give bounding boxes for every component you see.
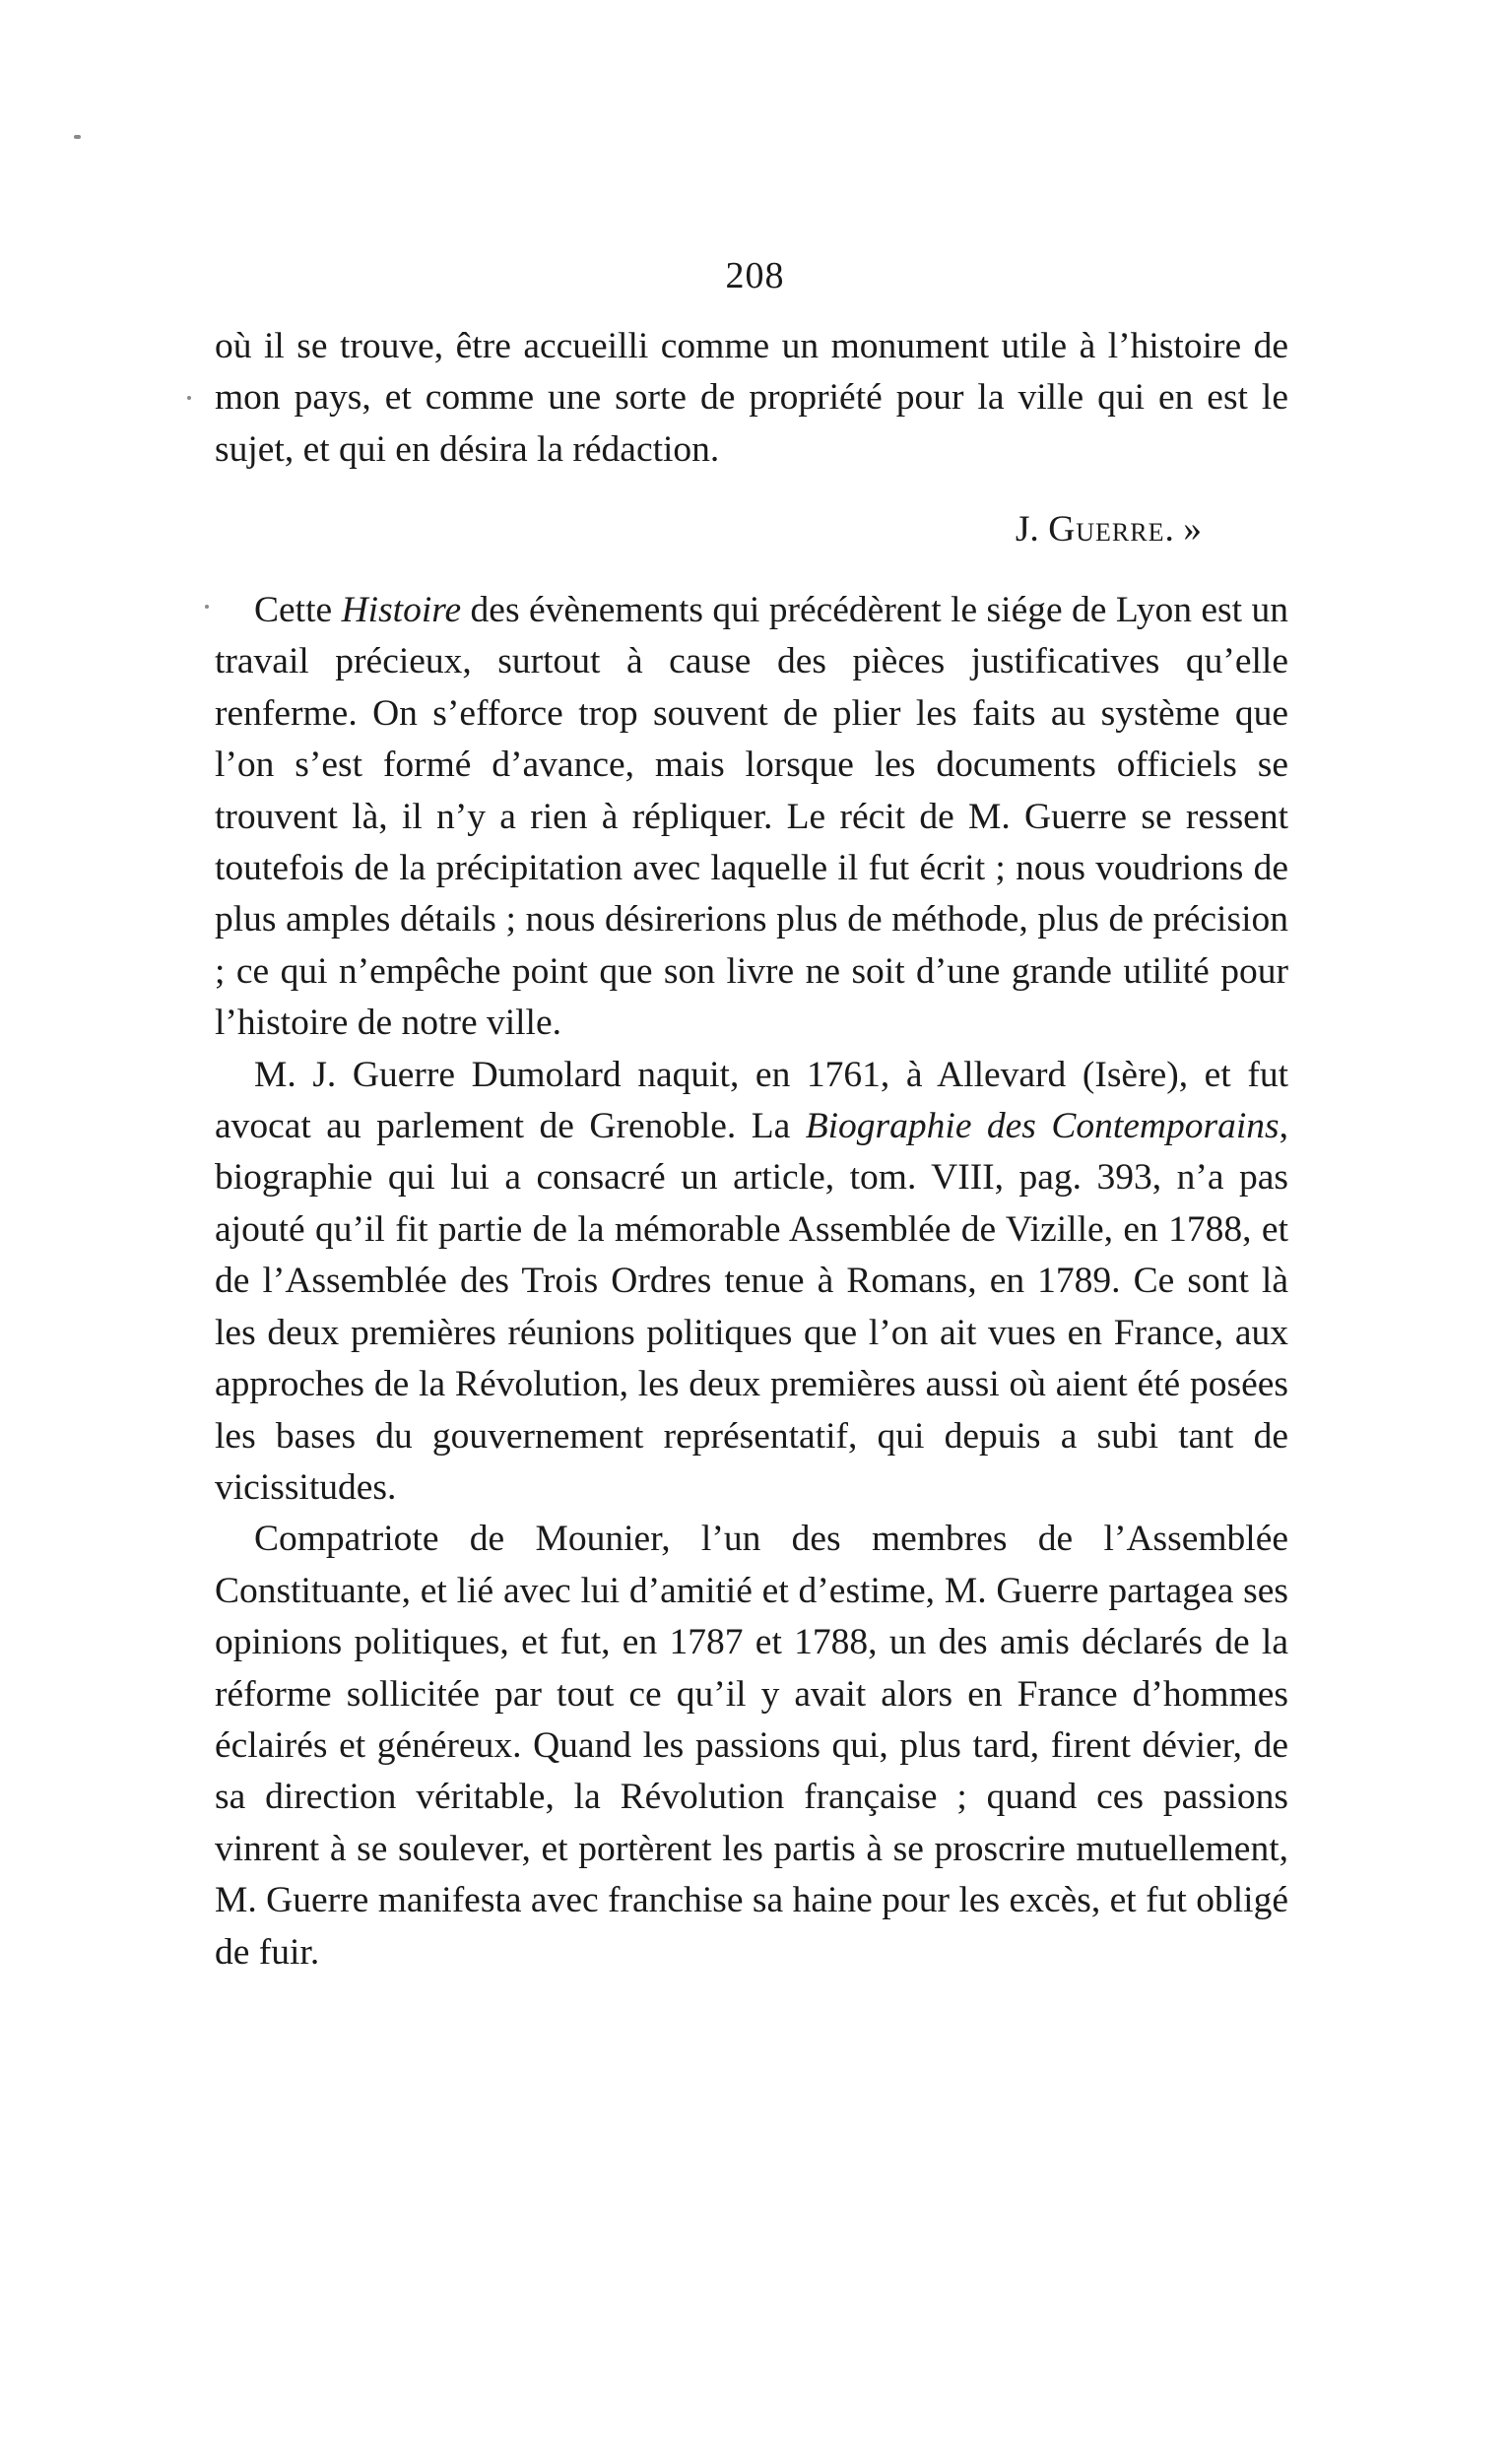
page-number: 208 <box>725 255 785 296</box>
scan-mark <box>74 135 81 139</box>
scan-mark <box>187 396 191 400</box>
top-fragment: où il se trouve, être accueilli comme un monument utile à l’histoire de mon pays, et comme une sorte de propriété pour la ville qui en est le sujet, et qui en désira la rédaction. <box>215 326 1288 470</box>
paragraph-1-italic: Histoire <box>341 590 462 630</box>
paragraph-1-start: Cette <box>254 590 342 630</box>
signature-name: Guerre <box>1048 509 1165 550</box>
top-fragment-block <box>215 321 1288 476</box>
paragraph-1-rest: des évènements qui précédèrent le siége de Lyon est un travail précieux, surtout à cause des pièces justificatives qu’elle renferme. On s’efforce trop souvent de plier les faits au système que l’on s’est formé d’avance, mais lorsque les documents officiels se trouvent là, il n’y a rien à répliquer. Le récit de M. Guerre se ressent toutefois de la précipitation avec laquelle il fut écrit ; nous voudrions de plus amples détails ; nous désirerions plus de méthode, plus de précision ; ce qui n’empêche point que son livre ne soit d’une grande utilité pour l’histoire de notre ville. <box>215 590 1288 1044</box>
paragraph-2-italic: Biographie des Contemporains <box>805 1106 1280 1147</box>
paragraph-2 <box>215 1050 1288 1515</box>
paragraph-2-start: M. J. Guerre Dumolard naquit, en 1761, à Allevard (Isère), et fut avocat au parlement de Grenoble. La <box>215 1054 1288 1147</box>
signature <box>886 504 1202 555</box>
paragraph-1 <box>215 585 1288 1050</box>
signature-initial: J. <box>1015 509 1039 550</box>
body-text <box>215 585 1288 1978</box>
signature-closing: . » <box>1164 509 1202 550</box>
scan-mark <box>205 605 209 609</box>
paragraph-3: Compatriote de Mounier, l’un des membres de l’Assemblée Constituante, et lié avec lui d’amitié et d’estime, M. Guerre partagea ses opinions politiques, et fut, en 1787 et 1788, un des amis déclarés de la réforme sollicitée par tout ce qu’il y avait alors en France d’hommes éclairés et généreux. Quand les passions qui, plus tard, firent dévier, de sa direction véritable, la Révolution française ; quand ces passions vinrent à se soulever, et portèrent les partis à se proscrire mutuellement, M. Guerre manifesta avec franchise sa haine pour les excès, et fut obligé de fuir. <box>215 1519 1288 1973</box>
paragraph-2-rest: , biographie qui lui a consacré un article, tom. VIII, pag. 393, n’a pas ajouté qu’il fit partie de la mémorable Assemblée de Vizille, en 1788, et de l’Assemblée des Trois Ordres tenue à Romans, en 1789. Ce sont là les deux premières réunions politiques que l’on ait vues en France, aux approches de la Révolution, les deux premières aussi où aient été posées les bases du gouvernement représentatif, qui depuis a subi tant de vicissitudes. <box>215 1106 1288 1508</box>
